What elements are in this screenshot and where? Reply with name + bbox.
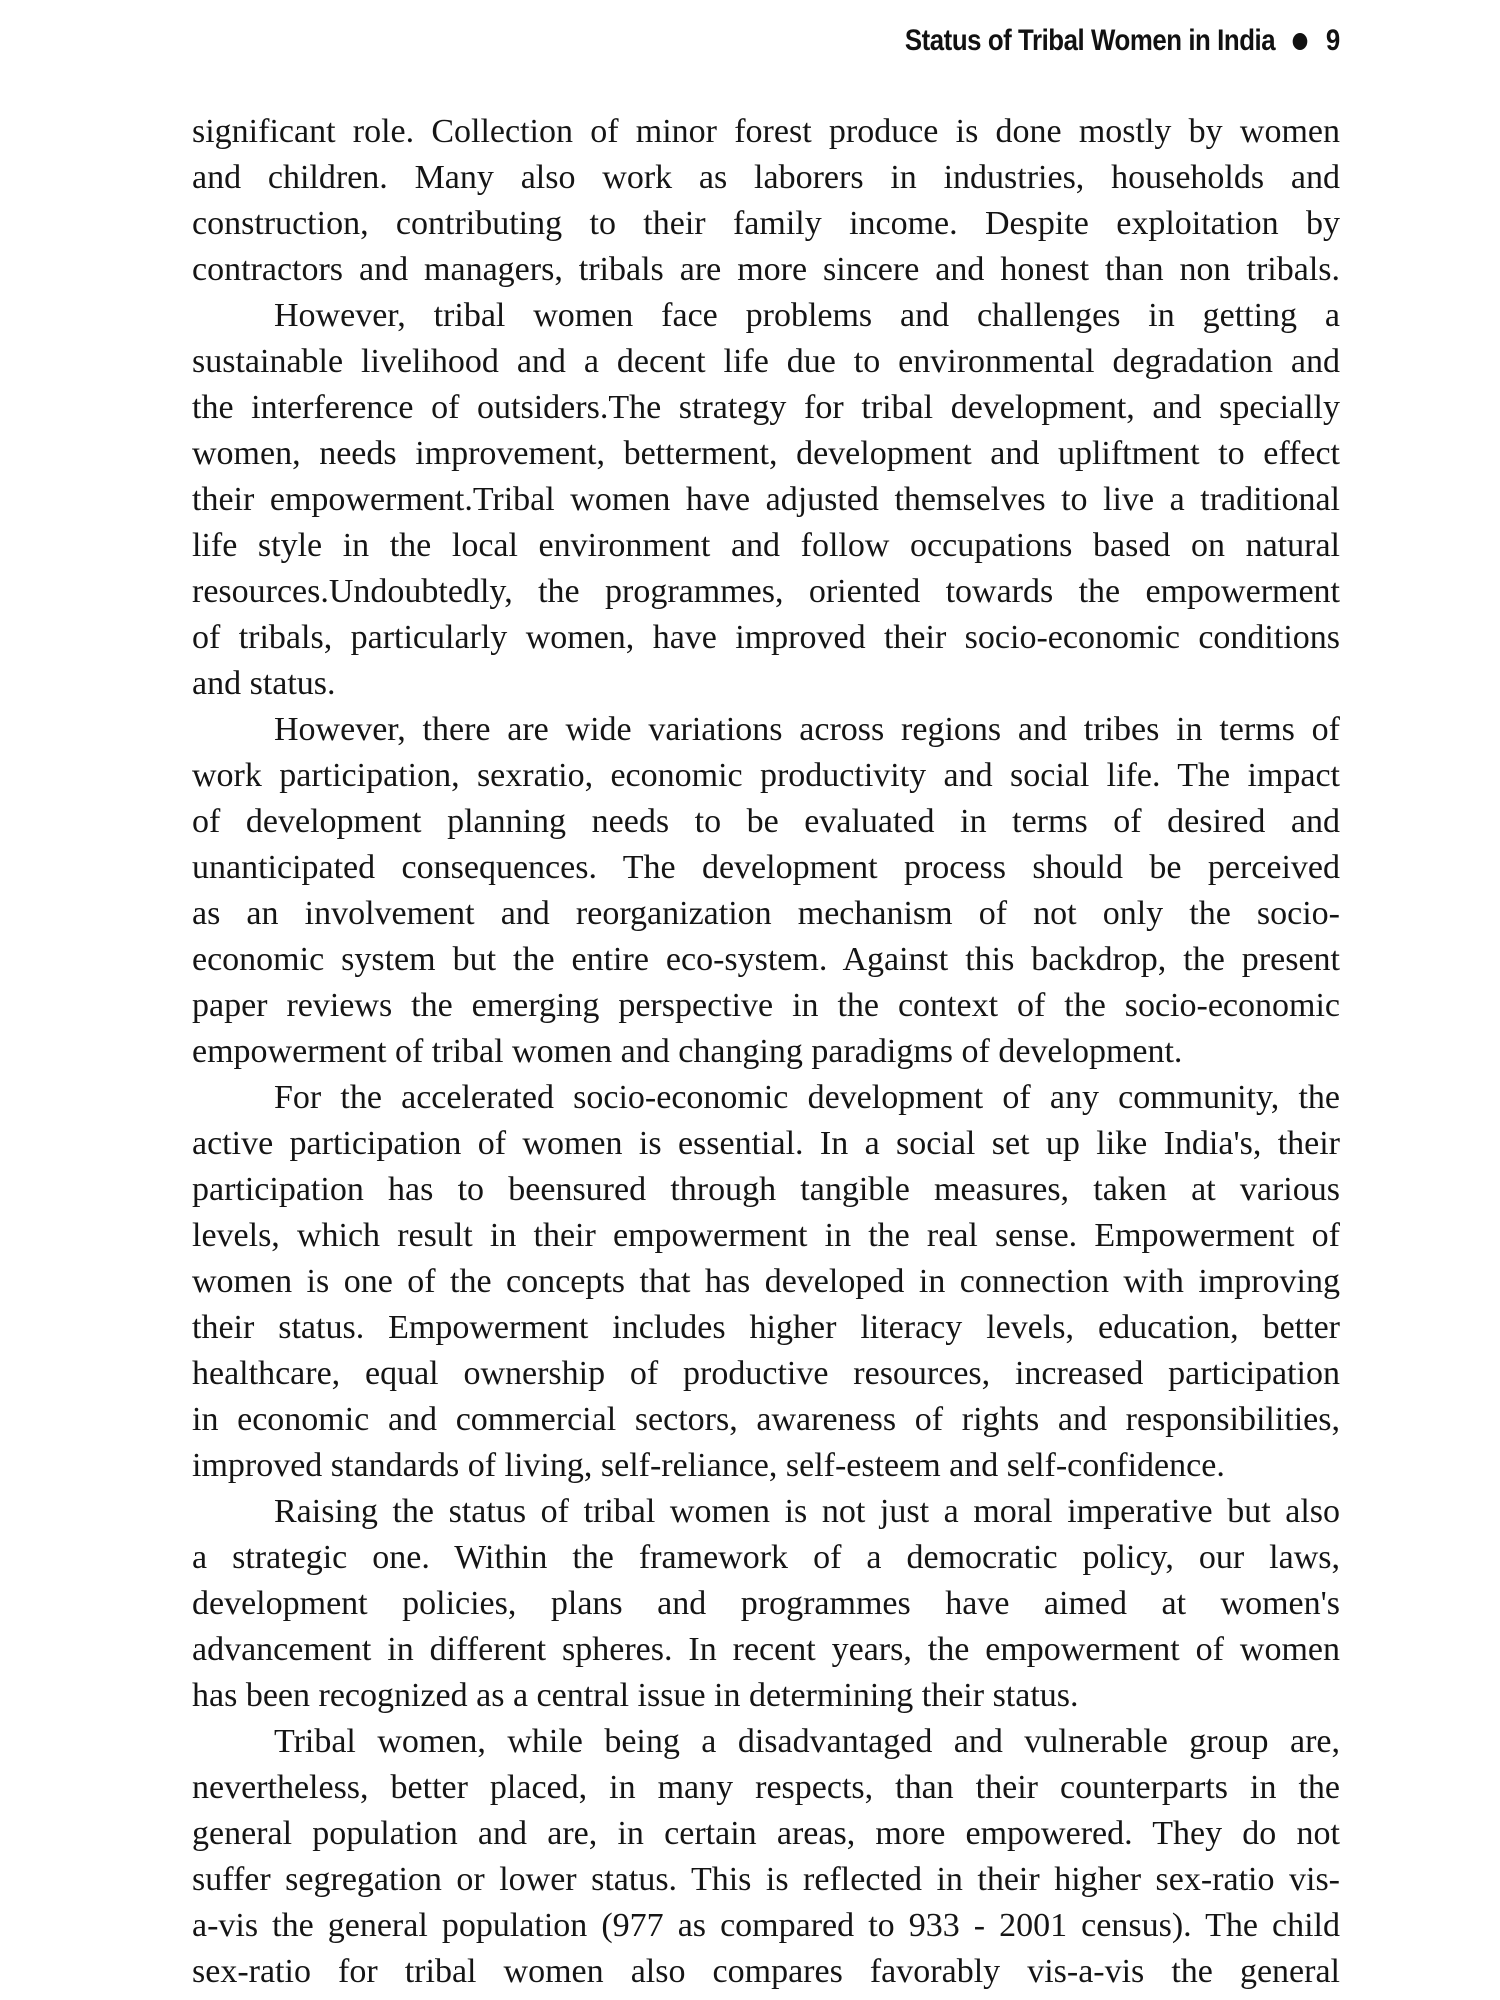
text-line: of development planning needs to be evaluated in terms of desired and — [192, 803, 1340, 840]
text-line: unanticipated consequences. The development process should be perceived — [192, 849, 1340, 886]
running-head-title: Status of Tribal Women in India — [904, 24, 1276, 57]
text-line: empowerment of tribal women and changing paradigms of development. — [192, 1033, 1183, 1070]
text-line: Tribal women, while being a disadvantaged and vulnerable group are, — [274, 1723, 1340, 1760]
text-line: resources.Undoubtedly, the programmes, oriented towards the empowerment — [192, 573, 1340, 610]
text-line: construction, contributing to their family income. Despite exploitation by — [192, 205, 1340, 242]
text-line: as an involvement and reorganization mechanism of not only the socio- — [192, 895, 1340, 932]
text-line: and status. — [192, 665, 336, 702]
text-line: advancement in different spheres. In recent years, the empowerment of women — [192, 1631, 1340, 1668]
text-line: paper reviews the emerging perspective in the context of the socio-economic — [192, 987, 1340, 1024]
text-line: work participation, sexratio, economic productivity and social life. The impact — [192, 757, 1340, 794]
text-line: women, needs improvement, betterment, development and upliftment to effect — [192, 435, 1340, 472]
text-line: levels, which result in their empowerment in the real sense. Empowerment of — [192, 1217, 1340, 1254]
running-head — [905, 24, 1340, 58]
text-line: participation has to beensured through tangible measures, taken at various — [192, 1171, 1340, 1208]
text-line: For the accelerated socio-economic development of any community, the — [274, 1079, 1340, 1116]
text-line: active participation of women is essential. In a social set up like India's, their — [192, 1125, 1340, 1162]
text-line: improved standards of living, self-reliance, self-esteem and self-confidence. — [192, 1447, 1225, 1484]
text-line: development policies, plans and programmes have aimed at women's — [192, 1585, 1340, 1622]
paragraph — [192, 1489, 1340, 1719]
text-line: However, there are wide variations across regions and tribes in terms of — [274, 711, 1340, 748]
text-line: the interference of outsiders.The strategy for tribal development, and specially — [192, 389, 1340, 426]
text-line: and children. Many also work as laborers in industries, households and — [192, 159, 1340, 196]
text-line: sex-ratio for tribal women also compares favorably vis-a-vis the general — [192, 1953, 1340, 1990]
page-number: 9 — [1326, 24, 1340, 57]
text-line: healthcare, equal ownership of productive resources, increased participation — [192, 1355, 1340, 1392]
text-line: contractors and managers, tribals are more sincere and honest than non tribals. — [192, 251, 1340, 288]
text-line: women is one of the concepts that has developed in connection with improving — [192, 1263, 1340, 1300]
body-text — [192, 109, 1340, 1995]
text-line: However, tribal women face problems and challenges in getting a — [274, 297, 1340, 334]
text-line: their empowerment.Tribal women have adjusted themselves to live a traditional — [192, 481, 1340, 518]
paragraph — [192, 707, 1340, 1075]
text-line: life style in the local environment and follow occupations based on natural — [192, 527, 1340, 564]
text-line: their status. Empowerment includes higher literacy levels, education, better — [192, 1309, 1340, 1346]
text-line: a strategic one. Within the framework of a democratic policy, our laws, — [192, 1539, 1340, 1576]
text-line: nevertheless, better placed, in many respects, than their counterparts in the — [192, 1769, 1340, 1806]
text-line: Raising the status of tribal women is not just a moral imperative but also — [274, 1493, 1340, 1530]
paragraph — [192, 1719, 1340, 1995]
text-line: sustainable livelihood and a decent life due to environmental degradation and — [192, 343, 1340, 380]
text-line: suffer segregation or lower status. This is reflected in their higher sex-ratio vis- — [192, 1861, 1340, 1898]
text-line: significant role. Collection of minor forest produce is done mostly by women — [192, 113, 1340, 150]
text-line: of tribals, particularly women, have improved their socio-economic conditions — [192, 619, 1340, 656]
paragraph — [192, 109, 1340, 293]
bullet-icon — [1293, 33, 1308, 50]
text-line: a-vis the general population (977 as compared to 933 - 2001 census). The child — [192, 1907, 1340, 1944]
paragraph — [192, 293, 1340, 707]
text-line: economic system but the entire eco-system. Against this backdrop, the present — [192, 941, 1340, 978]
text-line: in economic and commercial sectors, awareness of rights and responsibilities, — [192, 1401, 1340, 1438]
text-line: general population and are, in certain areas, more empowered. They do not — [192, 1815, 1340, 1852]
paragraph — [192, 1075, 1340, 1489]
text-line: has been recognized as a central issue in determining their status. — [192, 1677, 1079, 1714]
